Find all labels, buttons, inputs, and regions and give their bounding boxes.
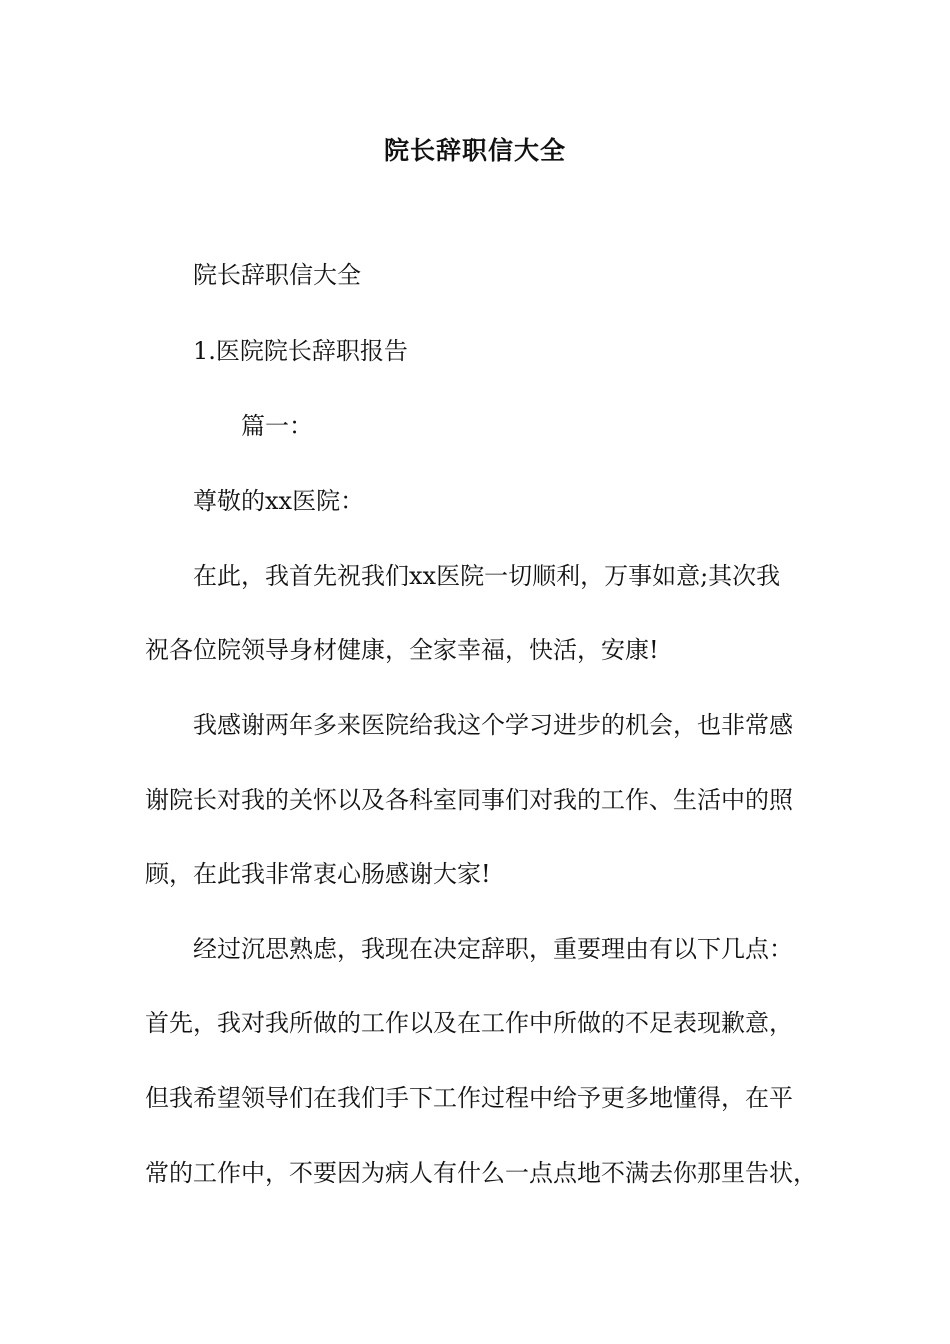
body-line-salutation: 尊敬的xx医院： <box>193 487 365 515</box>
body-line: 常的工作中，不要因为病人有什么一点点地不满去你那里告状， <box>145 1159 817 1187</box>
body-line: 在此，我首先祝我们xx医院一切顺利，万事如意;其次我 <box>193 562 781 590</box>
body-line-subtitle: 院长辞职信大全 <box>193 261 361 289</box>
body-line: 我感谢两年多来医院给我这个学习进步的机会，也非常感 <box>193 711 793 739</box>
body-line: 谢院长对我的关怀以及各科室同事们对我的工作、生活中的照 <box>145 786 793 814</box>
body-line: 经过沉思熟虑，我现在决定辞职，重要理由有以下几点： <box>193 935 793 963</box>
body-line-section-heading: 1.医院院长辞职报告 <box>193 337 408 365</box>
body-line-part-label: 篇一： <box>241 412 313 440</box>
document-title: 院长辞职信大全 <box>383 136 566 165</box>
body-line: 但我希望领导们在我们手下工作过程中给予更多地懂得，在平 <box>145 1084 793 1112</box>
body-line: 祝各位院领导身材健康，全家幸福，快活，安康! <box>145 636 659 664</box>
body-line: 首先，我对我所做的工作以及在工作中所做的不足表现歉意， <box>145 1009 793 1037</box>
body-line: 顾，在此我非常衷心肠感谢大家! <box>145 860 491 888</box>
